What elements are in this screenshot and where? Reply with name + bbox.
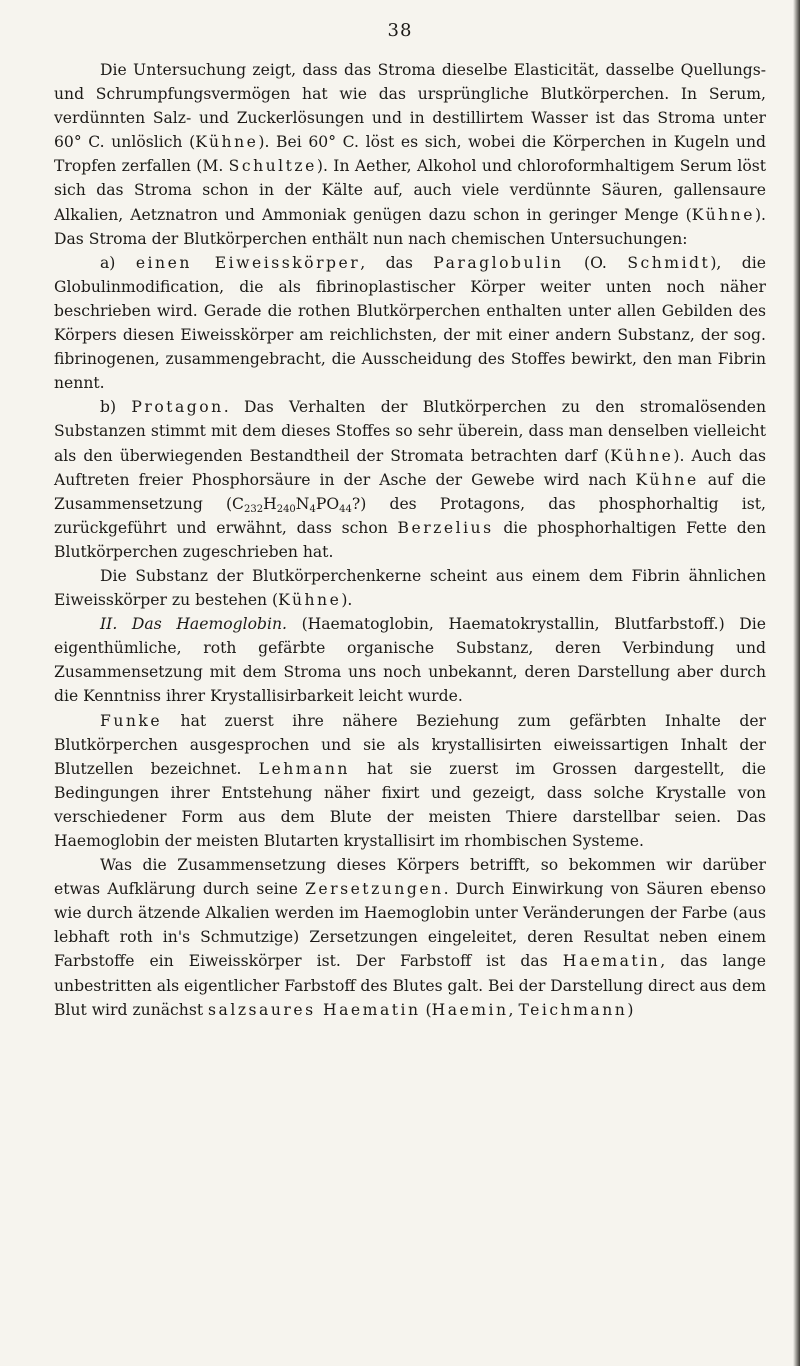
text-run: . Durch Einwirkung von Säuren ebenso wie durch ätzende Alkalien werden im Haemoglobin unter Veränderungen der Farbe (aus lebhaft roth in's Schmutzige) Zersetzungen eingeleitet, deren Resultat neben einem Farbstoffe ein Eiweisskörper ist. Der Farbstoff ist das: [54, 880, 766, 971]
spaced-emphasis: salzsaures Haematin: [208, 1000, 421, 1019]
text-run: hat sie zuerst im Grossen dargestellt, die Bedingungen ihrer Entstehung näher fixirt und gezeigt, dass solche Krystalle von verschiedener Form aus dem Blute der meisten Thiere darstellbar seien. Das Haemoglobin der meisten Blutarten krystallisirt im rhombischen Systeme.: [54, 759, 766, 850]
section-heading: II. Das Haemoglobin.: [100, 615, 287, 634]
text-run: ), die Globulinmodification, die als fibrinoplastischer Körper weiter unten noch näher beschrieben wird. Gerade die rothen Blutkörperchen enthalten unter allen Gebilden des Körpers diesen Eiweisskörper am reichlichsten, der mit einer andern Substanz, der sog. fibrinogenen, zusammengebracht, die Ausscheidung des Stoffes bewirkt, den man Fibrin nennt.: [54, 253, 766, 393]
formula-subscript: 240: [276, 503, 296, 515]
text-run: ). Bei 60° C. löst es sich, wobei die Körperchen in Kugeln und Tropfen zerfallen (M.: [54, 133, 766, 176]
formula-subscript: 232: [244, 503, 264, 515]
spaced-emphasis: Lehmann: [258, 759, 350, 778]
paragraph: [54, 251, 766, 396]
text-run: hat zuerst ihre nähere Beziehung zum gefärbten Inhalte der Blutkörperchen ausgesprochen und sie als krystallisirten eiweissartigen Inhalt der Blutzellen bezeichnet.: [54, 711, 766, 778]
text-run: ). Das Stroma der Blutkörperchen enthält nun nach chemischen Untersuchungen:: [54, 205, 766, 248]
text-run: Die Untersuchung zeigt, dass das Stroma dieselbe Elasticität, dasselbe Quellungs- und Schrumpfungsvermögen hat wie das ursprüngliche Blutkörperchen. In Serum, verdünnten Salz- und Zuckerlösungen und in destillirtem Wasser ist das Stroma unter 60° C. unlöslich (: [54, 61, 766, 152]
spaced-emphasis: Kühne: [691, 205, 755, 224]
text-run: ,: [508, 1000, 519, 1019]
text-run: . Das Verhalten der Blutkörperchen zu den stromalösenden Substanzen stimmt mit dem dieses Stoffes so sehr überein, dass man denselben vielleicht als den überwiegenden Bestandtheil der Stromata betrachten darf (: [54, 398, 766, 465]
text-run: auf die Zusammensetzung (C: [54, 470, 766, 513]
spaced-emphasis: Protagon: [131, 398, 224, 417]
text-run: Was die Zusammensetzung dieses Körpers betrifft, so bekommen wir darüber etwas Aufklärung durch seine: [54, 856, 766, 899]
text-run: ).: [341, 591, 353, 610]
text-run: H: [263, 494, 277, 513]
text-run: ). In Aether, Alkohol und chloroformhaltigem Serum löst sich das Stroma schon in der Kälte auf, auch viele verdünnte Säuren, gallensaure Alkalien, Aetznatron und Ammoniak genügen dazu schon in geringer Menge (: [54, 157, 766, 224]
spaced-emphasis: Schmidt: [627, 253, 711, 272]
text-run: PO: [315, 494, 340, 513]
spaced-emphasis: Berzelius: [397, 518, 494, 537]
spaced-emphasis: Funke: [100, 711, 163, 730]
text-run: ). Auch das Auftreten freier Phosphorsäure in der Asche der Gewebe wird nach: [54, 446, 766, 489]
paragraph: [54, 853, 766, 1022]
text-run: b): [100, 398, 132, 417]
paragraph: [54, 709, 766, 854]
text-run: Die Substanz der Blutkörperchenkerne scheint aus einem dem Fibrin ähnlichen Eiweisskörper zu bestehen (: [54, 566, 766, 610]
paragraph: [54, 58, 766, 251]
body-text: [54, 58, 766, 1022]
text-run: , das: [360, 253, 434, 272]
spaced-emphasis: Teichmann: [518, 1000, 628, 1019]
text-run: N: [295, 494, 310, 513]
formula-subscript: 44: [339, 503, 352, 515]
page-edge-shadow: [793, 0, 800, 1366]
paragraph: [54, 395, 766, 564]
paragraph: [54, 564, 766, 612]
text-run: (Haematoglobin, Haematokrystallin, Blutfarbstoff.) Die eigenthümliche, roth gefärbte organische Substanz, deren Verbindung und Zusammensetzung mit dem Stroma uns noch unbekannt, deren Darstellung aber durch die Kenntniss ihrer Krystallisirbarkeit leicht wurde.: [54, 615, 767, 706]
text-run: a): [100, 253, 136, 272]
text-run: (O.: [563, 253, 628, 272]
spaced-emphasis: Kühne: [635, 470, 699, 489]
text-run: (: [420, 1000, 432, 1019]
spaced-emphasis: Paraglobulin: [433, 253, 564, 272]
paragraph: [54, 612, 766, 708]
text-run: die phosphorhaltigen Fette den Blutkörperchen zugeschrieben hat.: [54, 518, 766, 561]
spaced-emphasis: Zersetzungen: [305, 880, 444, 899]
text-run: ): [627, 1000, 634, 1019]
spaced-emphasis: Haemin: [431, 1000, 509, 1019]
spaced-emphasis: Kühne: [610, 446, 674, 465]
spaced-emphasis: Schultze: [228, 157, 317, 176]
spaced-emphasis: einen Eiweisskörper: [135, 253, 361, 272]
spaced-emphasis: Kühne: [195, 133, 259, 152]
text-run: , das lange unbestritten als eigentlicher Farbstoff des Blutes galt. Bei der Darstellung direct aus dem Blut wird zunächst: [54, 952, 766, 1019]
text-run: ?) des Protagons, das phosphorhaltig ist, zurückgeführt und erwähnt, dass schon: [54, 494, 766, 537]
page-number: 38: [387, 20, 413, 41]
spaced-emphasis: Kühne: [278, 591, 342, 610]
formula-subscript: 4: [309, 503, 316, 515]
spaced-emphasis: Haematin: [562, 952, 661, 971]
